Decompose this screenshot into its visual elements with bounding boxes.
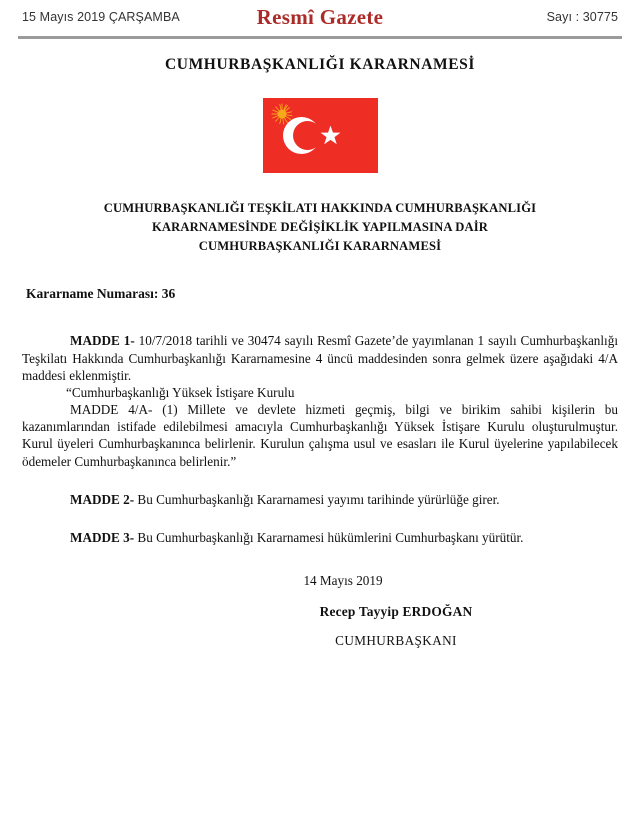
document-heading: CUMHURBAŞKANLIĞI KARARNAMESİ bbox=[164, 56, 476, 73]
signatory-name: Recep Tayyip ERDOĞAN bbox=[319, 604, 473, 620]
decree-number: Kararname Numarası: 36 bbox=[26, 286, 176, 302]
masthead bbox=[0, 0, 640, 40]
crescent-cutout bbox=[293, 121, 322, 150]
document-subtitle bbox=[85, 199, 555, 256]
emblem-container bbox=[0, 98, 640, 173]
article-3-text: Bu Cumhurbaşkanlığı Kararnamesi hükümlerini Cumhurbaşkanı yürütür. bbox=[134, 529, 524, 545]
turkish-flag-icon bbox=[263, 98, 378, 173]
masthead-date: 15 Mayıs 2019 ÇARŞAMBA bbox=[22, 10, 180, 24]
masthead-divider bbox=[18, 36, 622, 39]
spacer bbox=[22, 470, 618, 491]
signature-date: 14 Mayıs 2019 bbox=[303, 572, 383, 588]
masthead-issue-number: Sayı : 30775 bbox=[546, 10, 618, 24]
article-2-label: MADDE 2- bbox=[70, 491, 135, 507]
article-1-paragraph bbox=[22, 332, 618, 383]
quote-heading: “Cumhurbaşkanlığı Yüksek İstişare Kurulu bbox=[66, 384, 295, 400]
presidential-sun-icon bbox=[271, 103, 293, 125]
signatory-role: CUMHURBAŞKANI bbox=[335, 632, 457, 648]
article-2-text: Bu Cumhurbaşkanlığı Kararnamesi yayımı tarihinde yürürlüğe girer. bbox=[134, 491, 500, 507]
article-2-paragraph bbox=[22, 491, 618, 508]
star-icon bbox=[320, 125, 341, 146]
article-1-text: 10/7/2018 tarihli ve 30474 sayılı Resmî Gazete’de yayımlanan 1 sayılı Cumhurbaşkanlığı Teşkilatı Hakkında Cumhurbaşkanlığı Kararnamesine 4 üncü maddesinden sonra gelmek üzere aşağıdaki 4/A maddesi eklenmiştir. bbox=[22, 333, 618, 383]
document-subtitle-line-1: CUMHURBAŞKANLIĞI TEŞKİLATI HAKKINDA CUMHURBAŞKANLIĞI bbox=[103, 201, 537, 215]
document-subtitle-line-3: CUMHURBAŞKANLIĞI KARARNAMESİ bbox=[198, 239, 442, 254]
article-1-label: MADDE 1- bbox=[70, 333, 135, 349]
masthead-title: Resmî Gazete bbox=[256, 5, 384, 29]
article-4a-paragraph: MADDE 4/A- (1) Millete ve devlete hizmeti geçmiş, bilgi ve birikim sahibi kişilerin bu kazanımlarından istifade edilebilmesi amacıyla Cumhurbaşkanlığı Yüksek İstişare Kurulu oluşturulmuştur. Kurul üyeleri Cumhurbaşkanınca belirlenir. Kurulun çalışma usul ve esasları ile Kurul üyelerine yapılabilecek ödemeler Cumhurbaşkanınca belirlenir.” bbox=[22, 402, 618, 469]
document-subtitle-line-2: KARARNAMESİNDE DEĞİŞİKLİK YAPILMASINA DAİR bbox=[151, 220, 488, 235]
spacer bbox=[22, 508, 618, 529]
document-body bbox=[22, 332, 618, 648]
article-3-label: MADDE 3- bbox=[70, 529, 135, 545]
article-3-paragraph bbox=[22, 529, 618, 546]
